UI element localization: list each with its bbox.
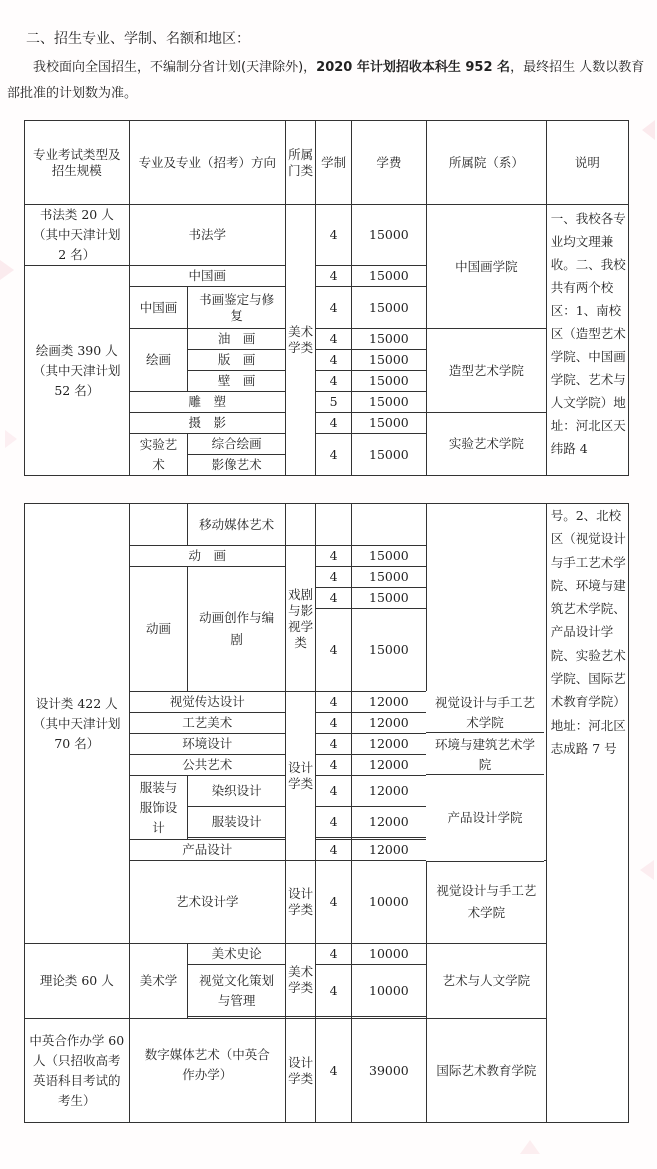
major-cell: 服装设计: [188, 807, 285, 838]
fee-cell: 39000: [351, 1019, 426, 1123]
years-cell: 4: [316, 588, 352, 609]
major-cell: 中国画: [129, 266, 285, 287]
years-cell: 4: [316, 350, 352, 371]
major-cell: 壁 画: [188, 371, 285, 392]
years-cell: 4: [316, 413, 352, 434]
decor-triangle: [640, 860, 654, 880]
years-cell: 4: [316, 287, 352, 329]
years-cell: 4: [316, 861, 352, 944]
years-cell: 4: [316, 266, 352, 287]
major-cell: 艺术设计学: [129, 861, 285, 944]
years-cell: 4: [316, 840, 352, 861]
major-cell: 环境设计: [129, 734, 285, 755]
major-cell: 移动媒体艺术: [188, 504, 285, 546]
fee-cell: 12000: [351, 807, 426, 838]
major-cell: 版 画: [188, 350, 285, 371]
empty-cell: [351, 504, 426, 546]
major-cell: 摄 影: [129, 413, 285, 434]
decor-triangle: [0, 260, 14, 280]
empty-cell: [285, 504, 315, 546]
header-major: 专业及专业（招考）方向: [129, 121, 285, 205]
major-cell: 视觉文化策划与管理: [188, 965, 285, 1017]
admissions-table-part1: [24, 120, 629, 476]
fee-cell: 10000: [351, 861, 426, 944]
college-cell: 视觉设计与手工艺术学院: [426, 691, 544, 733]
years-cell: 4: [316, 755, 352, 776]
major-group-cell: 美术学: [129, 944, 188, 1019]
years-cell: 4: [316, 567, 352, 588]
major-cell: 数字媒体艺术（中英合作办学）: [129, 1019, 285, 1123]
fee-cell: 15000: [351, 588, 426, 609]
major-group-cell: 服装与服饰设计: [129, 776, 188, 840]
years-cell: 4: [316, 965, 352, 1017]
type-painting: 绘画类 390 人（其中天津计划 52 名）: [25, 266, 130, 476]
decor-triangle: [520, 1140, 540, 1154]
years-cell: 4: [316, 205, 352, 266]
major-group-cell: 实验艺术: [129, 434, 188, 476]
years-cell: 4: [316, 609, 352, 692]
empty-cell: [316, 504, 352, 546]
intro-text: ，最终招生 人数以教育部批准的计划数为准。: [7, 60, 645, 101]
header-type: 专业考试类型及招生规模: [25, 121, 130, 205]
fee-cell: 15000: [351, 287, 426, 329]
major-cell: 书画鉴定与修复: [188, 287, 285, 329]
type-theory: 理论类 60 人: [25, 944, 130, 1019]
type-sino-british: 中英合作办学 60 人（只招收高考英语科目考试的考生）: [25, 1019, 130, 1123]
years-cell: 5: [316, 392, 352, 413]
major-cell: 产品设计: [129, 840, 285, 861]
category-cell: 设计学类: [285, 861, 315, 944]
major-cell: 美术史论: [188, 944, 285, 965]
intro-text: 我校面向全国招生，不编制分省计划(天津除外)，: [33, 60, 317, 75]
major-group-cell: 绘画: [129, 329, 188, 392]
years-cell: 4: [316, 776, 352, 807]
intro-paragraph: [7, 55, 652, 107]
fee-cell: 15000: [351, 609, 426, 692]
empty-cell: [129, 504, 188, 546]
college-cell: 视觉设计与手工艺术学院: [426, 861, 546, 944]
major-cell: 工艺美术: [129, 713, 285, 734]
years-cell: 4: [316, 807, 352, 838]
college-cell: 中国画学院: [426, 205, 546, 329]
major-cell: 综合绘画: [188, 434, 285, 455]
years-cell: 4: [316, 546, 352, 567]
major-cell: 书法学: [129, 205, 285, 266]
years-cell: 4: [316, 329, 352, 350]
fee-cell: 15000: [351, 546, 426, 567]
major-cell: 动画创作与编剧: [188, 567, 285, 692]
years-cell: 4: [316, 713, 352, 734]
fee-cell: 15000: [351, 266, 426, 287]
major-group-cell: 动画: [129, 567, 188, 692]
note-cell: 号。2、北校区（视觉设计与手工艺术学院、环境与建筑艺术学院、产品设计学院、实验艺术学院、国际艺术教育学院）地址：河北区志成路 7 号: [546, 504, 628, 1123]
college-overlay: [426, 691, 544, 862]
fee-cell: 15000: [351, 350, 426, 371]
major-cell: 染织设计: [188, 776, 285, 807]
years-cell: 4: [316, 1019, 352, 1123]
years-cell: 4: [316, 692, 352, 713]
note-cell: 一、我校各专业均文理兼收。二、我校共有两个校区：1、南校区（造型艺术学院、中国画学院、艺术与人文学院）地址：河北区天纬路 4: [546, 205, 628, 476]
fee-cell: 12000: [351, 692, 426, 713]
college-cell: 环境与建筑艺术学院: [426, 733, 544, 775]
section-heading: 二、招生专业、学制、名额和地区：: [26, 31, 250, 47]
major-cell: 雕 塑: [129, 392, 285, 413]
fee-cell: 15000: [351, 392, 426, 413]
years-cell: 4: [316, 734, 352, 755]
fee-cell: 15000: [351, 413, 426, 434]
fee-cell: 15000: [351, 434, 426, 476]
major-cell: 动 画: [129, 546, 285, 567]
college-cell: 实验艺术学院: [426, 413, 546, 476]
college-cell: 造型艺术学院: [426, 329, 546, 413]
college-cell: 产品设计学院: [426, 775, 544, 862]
years-cell: 4: [316, 944, 352, 965]
intro-bold: 2020 年计划招收本科生 952 名: [316, 60, 511, 75]
fee-cell: 12000: [351, 840, 426, 861]
years-cell: 4: [316, 371, 352, 392]
fee-cell: 12000: [351, 755, 426, 776]
fee-cell: 15000: [351, 371, 426, 392]
category-cell: 设计学类: [285, 1019, 315, 1123]
header-years: 学制: [316, 121, 352, 205]
category-cell: 美术学类: [285, 205, 315, 476]
major-cell: 油 画: [188, 329, 285, 350]
fee-cell: 12000: [351, 776, 426, 807]
major-group-cell: 中国画: [129, 287, 188, 329]
fee-cell: 15000: [351, 329, 426, 350]
header-note: 说明: [546, 121, 628, 205]
college-cell: 国际艺术教育学院: [426, 1019, 546, 1123]
type-design: 设计类 422 人（其中天津计划 70 名）: [25, 504, 130, 944]
header-category: 所属门类: [285, 121, 315, 205]
major-cell: 视觉传达设计: [129, 692, 285, 713]
category-cell: 美术学类: [285, 944, 315, 1017]
college-cell: 艺术与人文学院: [426, 944, 546, 1019]
fee-cell: 15000: [351, 205, 426, 266]
fee-cell: 12000: [351, 734, 426, 755]
header-fee: 学费: [351, 121, 426, 205]
fee-cell: 10000: [351, 965, 426, 1017]
type-calligraphy: 书法类 20 人（其中天津计划 2 名）: [25, 205, 130, 266]
decor-triangle: [5, 430, 17, 448]
fee-cell: 12000: [351, 713, 426, 734]
decor-triangle: [642, 120, 655, 140]
header-college: 所属院（系）: [426, 121, 546, 205]
major-cell: 公共艺术: [129, 755, 285, 776]
fee-cell: 10000: [351, 944, 426, 965]
category-cell: 设计学类: [285, 692, 315, 861]
category-cell: 戏剧与影视学类: [285, 546, 315, 692]
major-cell: 影像艺术: [188, 455, 285, 476]
fee-cell: 15000: [351, 567, 426, 588]
years-cell: 4: [316, 434, 352, 476]
